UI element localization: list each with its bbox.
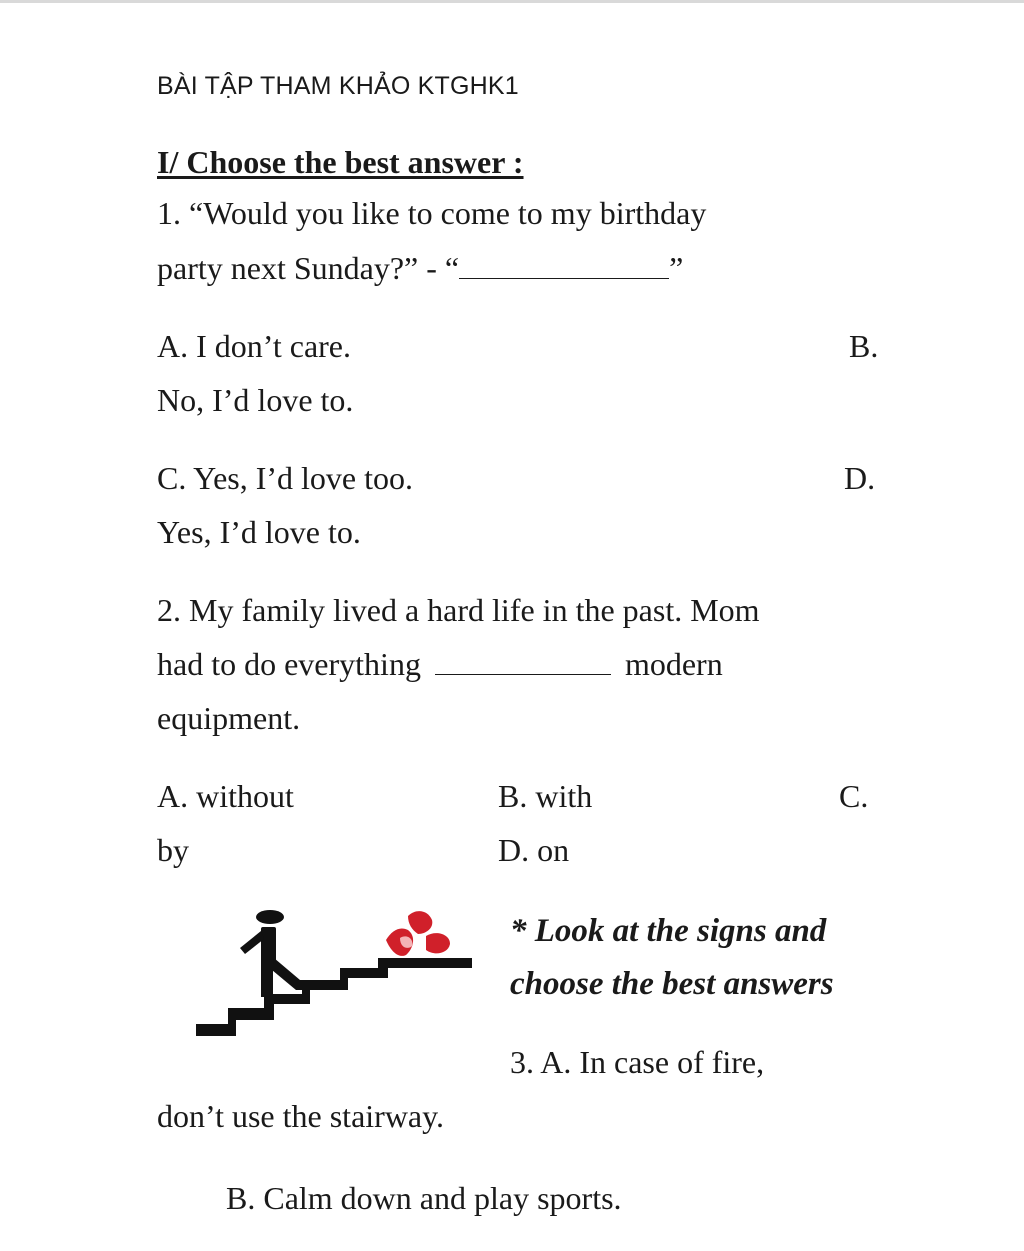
question-2-option-a: A. without [157, 778, 294, 814]
question-1-option-d-letter: D. [844, 460, 876, 496]
signs-instruction-line-2: choose the best answers [510, 966, 834, 1002]
question-2-line-2-start: had to do everything [157, 646, 421, 682]
question-1-option-a: A. I don’t care. [157, 328, 351, 364]
person-walking-icon [240, 910, 326, 997]
question-1-option-b-letter: B. [849, 328, 879, 364]
question-2-line-3: equipment. [157, 700, 301, 736]
section-title: I/ Choose the best answer : [157, 144, 524, 180]
signs-instruction-line-1: * Look at the signs and [510, 913, 827, 949]
question-1-option-d-text: Yes, I’d love to. [157, 514, 361, 550]
question-2-line-1: 2. My family lived a hard life in the past. Mom [157, 592, 760, 628]
question-2-line-2-end: modern [624, 646, 723, 682]
top-border [0, 0, 1024, 3]
answer-blank [435, 650, 611, 675]
question-3-option-a-line-1: 3. A. In case of fire, [510, 1044, 765, 1080]
question-1-line-1: 1. “Would you like to come to my birthday [157, 195, 707, 231]
question-1-line-2-end: ” [669, 250, 684, 286]
question-2-line-2 [157, 646, 723, 683]
question-3-option-b: B. Calm down and play sports. [226, 1180, 622, 1216]
question-1-line-2 [157, 250, 683, 287]
question-1-option-b-text: No, I’d love to. [157, 382, 354, 418]
question-3-option-a-line-2: don’t use the stairway. [157, 1098, 445, 1134]
question-1-line-2-start: party next Sunday?” - “ [157, 250, 460, 286]
question-2-option-b: B. with [498, 778, 593, 814]
answer-blank [459, 254, 669, 279]
question-1-option-c: C. Yes, I’d love too. [157, 460, 414, 496]
document-title: BÀI TẬP THAM KHẢO KTGHK1 [157, 72, 519, 100]
stairs-fire-sign-icon [188, 900, 478, 1040]
stairs-icon [196, 958, 472, 1036]
question-2-option-d: D. on [498, 832, 570, 868]
fire-icon [386, 911, 450, 956]
question-2-option-c-letter: C. [839, 778, 869, 814]
question-2-option-c-text: by [157, 832, 189, 868]
